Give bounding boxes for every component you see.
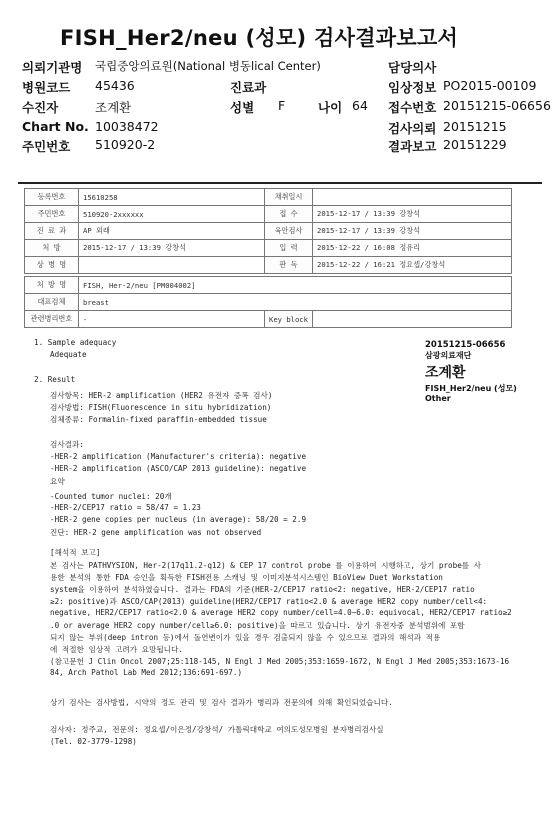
- table-cell: 육안검사: [265, 223, 313, 240]
- table-row: [25, 189, 512, 206]
- age-label: 나이: [318, 100, 343, 115]
- registration-table: [24, 188, 512, 274]
- table-cell: 처 방: [25, 240, 79, 257]
- body-line: negative, HER2/CEP17 ratio<2.0 & average HER2 copy number/cell=4.0~6.0: equivocal, HER2/CEP17 ratio≥2: [50, 608, 512, 617]
- table-cell: 관련병리번호: [25, 311, 79, 328]
- body-line: -Counted tumor nuclei: 20개: [50, 492, 172, 501]
- table-cell: AP 외래: [79, 223, 265, 240]
- table-cell: 진 료 과: [25, 223, 79, 240]
- body-line: 검체종류: Formalin-fixed paraffin-embedded tissue: [50, 415, 267, 424]
- body-line: -HER-2 amplification (Manufacturer's criteria): negative: [50, 452, 307, 461]
- key-block-table: [24, 310, 512, 328]
- patient-label: 수진자: [22, 100, 59, 115]
- table-row: [25, 294, 512, 311]
- body-line: 검사항목: HER-2 amplification (HER2 유전자 증폭 검사): [50, 391, 273, 400]
- table-row: [25, 240, 512, 257]
- table-cell: 주민번호: [25, 206, 79, 223]
- body-line: (참고문헌 J Clin Oncol 2007;25:118-145, N Engl J Med 2005;353:1659-1672, N Engl J Med 2005;353:1673-16: [50, 657, 510, 666]
- table-row: [25, 311, 512, 328]
- chart-label: Chart No.: [22, 119, 89, 134]
- report-date-label: 결과보고: [388, 139, 437, 154]
- table-cell: 15610258: [79, 189, 265, 206]
- table-cell: 2015-12-17 / 13:39 강창석: [313, 223, 512, 240]
- body-line: [해석적 보고]: [50, 548, 101, 557]
- body-line: 상기 검사는 검사방법, 시약의 정도 관리 및 검사 결과가 병리과 전문의에 의해 확인되었습니다.: [50, 698, 393, 707]
- rrn-label: 주민번호: [22, 139, 71, 154]
- stamp-test-name: FISH_Her2/neu (성모): [425, 384, 517, 393]
- body-line: 84, Arch Pathol Lab Med 2012;136:691-697.): [50, 668, 243, 677]
- body-line: 본 검사는 PATHVYSION, Her-2(17q11.2-q12) & CEP 17 control probe 를 이용하여 시행하고, 상기 probe를 사: [50, 561, 482, 570]
- body-line: -HER-2 gene copies per nucleus (in average): 58/20 = 2.9: [50, 515, 307, 524]
- body-line: .0 or average HER2 copy number/cell≥6.0: positive)을 따르고 있습니다. 상기 유전자중 분석범위에 포함: [50, 621, 465, 630]
- stamp-category: Other: [425, 394, 451, 403]
- table-cell: 상 병 명: [25, 257, 79, 274]
- body-line: ≥2: positive)과 ASCO/CAP(2013) guideline(HER2/CEP17 ratio<2.0 & average HER2 copy number/cell<4:: [50, 597, 488, 606]
- body-line: 1. Sample adequacy: [34, 338, 117, 347]
- table-cell: 2015-12-17 / 13:39 강창석: [79, 240, 265, 257]
- institution-label: 의뢰기관명: [22, 60, 83, 75]
- sex-label: 성별: [230, 100, 255, 115]
- table-cell: 대표검체: [25, 294, 79, 311]
- body-line: system을 이용하여 분석하였습니다. 결과는 FDA의 기준(HER-2/CEP17 ratio<2: negative, HER-2/CEP17 ratio: [50, 585, 475, 594]
- table-row: [25, 257, 512, 274]
- institution-value: 국립중앙의료원(National 병동lical Center): [95, 59, 321, 73]
- request-value: 20151215: [443, 119, 507, 134]
- table-cell: 등록번호: [25, 189, 79, 206]
- table-cell: 처 방 명: [25, 277, 79, 294]
- table-cell: 2015-12-22 / 16:08 정유리: [313, 240, 512, 257]
- table-cell: FISH, Her-2/neu [PM004002]: [79, 277, 512, 294]
- table-cell: 입 력: [265, 240, 313, 257]
- body-line: -HER-2 amplification (ASCO/CAP 2013 guideline): negative: [50, 464, 307, 473]
- body-line: 검사결과:: [50, 440, 84, 449]
- table-cell: 채취일시: [265, 189, 313, 206]
- body-line: 진단: HER-2 gene amplification was not observed: [50, 528, 262, 537]
- receipt-value: 20151215-06656: [443, 98, 551, 113]
- table-cell: 접 수: [265, 206, 313, 223]
- body-line: 2. Result: [34, 375, 76, 384]
- body-line: 되지 않는 부위(deep intron 등)에서 돌연변이가 있을 경우 검출되지 않을 수 있으므로 결과의 해석과 적용: [50, 633, 441, 642]
- table-cell: [313, 189, 512, 206]
- table-cell: 2015-12-17 / 13:39 강창석: [313, 206, 512, 223]
- table-cell: [79, 257, 265, 274]
- attending-label: 담당의사: [388, 60, 437, 75]
- department-label: 진료과: [230, 80, 267, 95]
- body-line: 검사자: 정주교, 전문의: 정요셉/이은정/강창석/ 가톨릭대학교 여의도성모병원 분자병리검사실: [50, 725, 384, 734]
- clinical-info-label: 임상정보: [388, 80, 437, 95]
- report-title: FISH_Her2/neu (성모) 검사결과보고서: [60, 26, 459, 50]
- table-cell: Key block: [265, 311, 313, 328]
- report-date-value: 20151229: [443, 137, 507, 152]
- table-cell: 판 독: [265, 257, 313, 274]
- body-line: 에 적절한 임상적 고려가 요망됩니다.: [50, 645, 183, 654]
- patient-value: 조계환: [95, 100, 132, 115]
- body-line: 검사방법: FISH(Fluorescence in situ hybridization): [50, 403, 272, 412]
- table-row: [25, 277, 512, 294]
- order-table: [24, 276, 512, 311]
- hospital-code-value: 45436: [95, 78, 135, 93]
- rrn-value: 510920-2: [95, 137, 156, 152]
- table-cell: 2015-12-22 / 16:21 정요셉/강창석: [313, 257, 512, 274]
- table-cell: 510920-2xxxxxx: [79, 206, 265, 223]
- sex-value: F: [278, 98, 286, 113]
- request-label: 검사의뢰: [388, 121, 437, 136]
- hospital-code-label: 병원코드: [22, 80, 71, 95]
- receipt-label: 접수번호: [388, 100, 437, 115]
- table-cell: [313, 311, 512, 328]
- body-line: Adequate: [50, 350, 87, 359]
- age-value: 64: [352, 98, 368, 113]
- body-line: -HER-2/CEP17 ratio = 58/47 = 1.23: [50, 503, 201, 512]
- stamp-patient-name: 조계환: [425, 365, 466, 381]
- chart-value: 10038472: [95, 119, 159, 134]
- clinical-info-value: PO2015-00109: [443, 78, 537, 93]
- stamp-lab-name: 삼광의료재단: [425, 351, 472, 360]
- body-line: 용한 분석의 통한 FDA 승인을 획득한 FISH전용 스캐닝 및 이미지분석시스템인 BioView Duet Workstation: [50, 573, 443, 582]
- body-line: (Tel. 02-3779-1298): [50, 737, 137, 746]
- table-cell: breast: [79, 294, 512, 311]
- specimen-label: [425, 340, 517, 403]
- table-row: [25, 206, 512, 223]
- stamp-receipt-number: 20151215-06656: [425, 340, 506, 350]
- body-line: 요약: [50, 477, 65, 486]
- table-row: [25, 223, 512, 240]
- table-cell: -: [79, 311, 265, 328]
